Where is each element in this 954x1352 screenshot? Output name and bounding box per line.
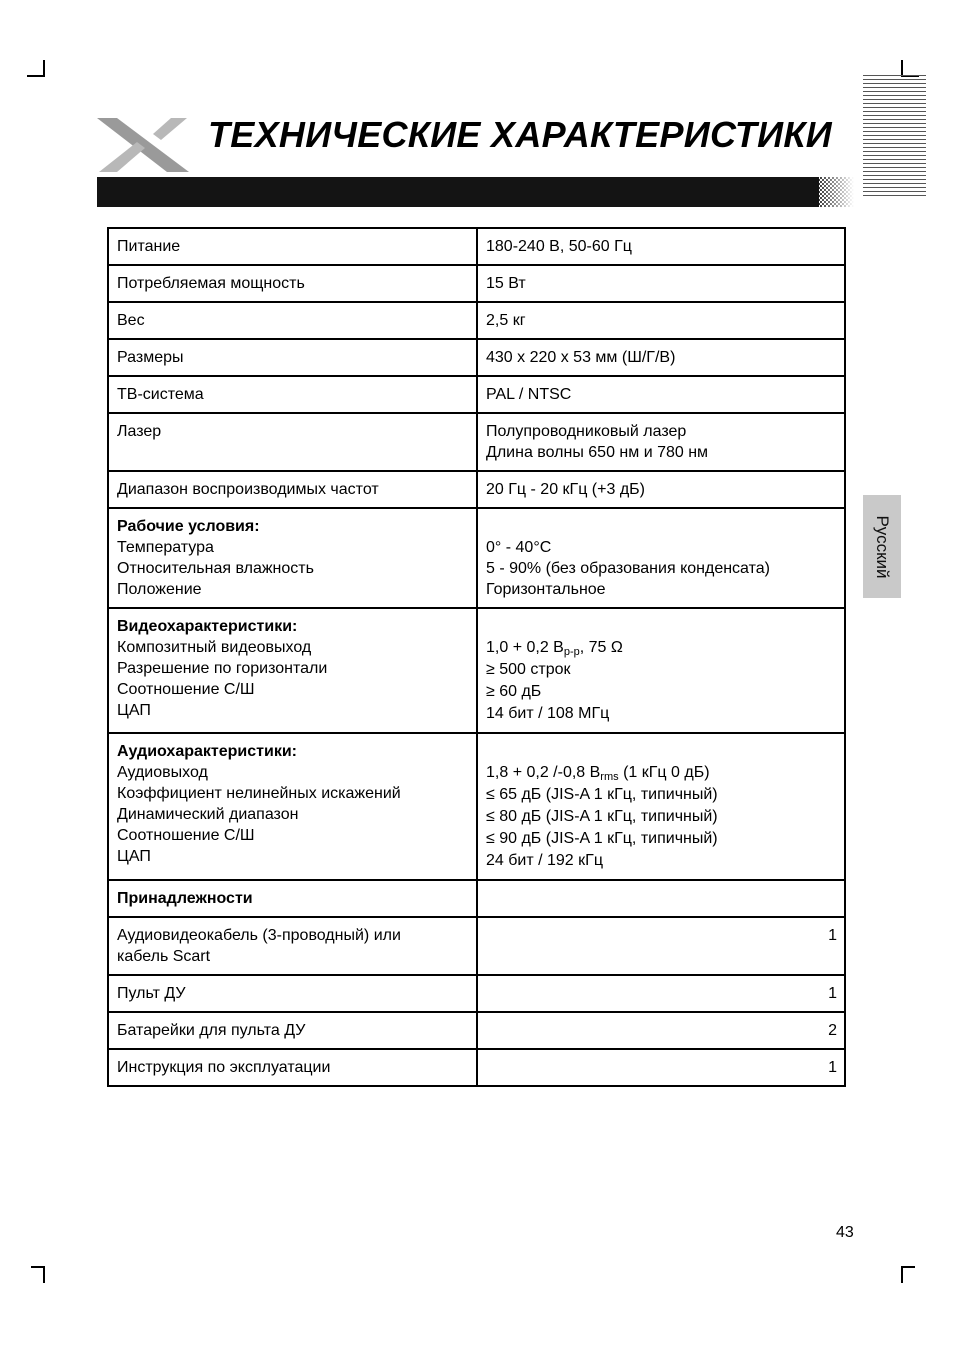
accessory-quantity: 1 (477, 975, 845, 1012)
table-row (108, 917, 845, 975)
table-row (108, 880, 845, 917)
accessory-label: Аудиовидеокабель (3-проводный) или кабель Scart (108, 917, 477, 975)
table-row (108, 1012, 845, 1049)
table-row (108, 608, 845, 733)
crop-mark-bottom-right (901, 1266, 903, 1283)
table-row (108, 302, 845, 339)
spec-label: Разрешение по горизонтали (117, 660, 328, 677)
spec-group-values (477, 608, 845, 733)
spec-value: 430 x 220 x 53 мм (Ш/Г/В) (477, 339, 845, 376)
accessory-label: Батарейки для пульта ДУ (108, 1012, 477, 1049)
spec-value: 2,5 кг (477, 302, 845, 339)
accessory-quantity: 1 (477, 1049, 845, 1086)
page-number: 43 (836, 1224, 854, 1241)
spec-value: 5 - 90% (без образования конденсата) (486, 560, 770, 577)
spec-value: 20 Гц - 20 кГц (+3 дБ) (477, 471, 845, 508)
spec-value-line: Длина волны 650 нм и 780 нм (486, 444, 709, 461)
spec-value: 14 бит / 108 МГц (486, 705, 610, 722)
spec-label: Температура (117, 539, 214, 556)
spec-label: Соотношение С/Ш (117, 827, 255, 844)
table-row (108, 265, 845, 302)
table-row (108, 975, 845, 1012)
spec-value: 15 Вт (477, 265, 845, 302)
crop-mark-bottom-right (901, 1266, 915, 1268)
spec-value: ≥ 60 дБ (486, 683, 542, 700)
language-tab-label: Русский (873, 514, 892, 579)
spec-label: Потребляемая мощность (108, 265, 477, 302)
spec-group-values (477, 508, 845, 608)
accessory-quantity: 2 (477, 1012, 845, 1049)
table-row (108, 413, 845, 471)
empty-cell (477, 880, 845, 917)
spec-label: ТВ-система (108, 376, 477, 413)
spec-group-labels (108, 608, 477, 733)
spec-value: ≤ 90 дБ (JIS-A 1 кГц, типичный) (486, 830, 718, 847)
table-row (108, 1049, 845, 1086)
spec-value: ≥ 500 строк (486, 661, 571, 678)
spec-value: 0° - 40°C (486, 539, 552, 556)
spec-label: Динамический диапазон (117, 806, 299, 823)
spec-value: PAL / NTSC (477, 376, 845, 413)
header-bar (97, 177, 819, 207)
language-tab (863, 495, 901, 598)
spec-value: 180-240 В, 50-60 Гц (477, 228, 845, 265)
decorative-stripes (863, 75, 926, 198)
spec-group-values (477, 733, 845, 880)
table-row (108, 228, 845, 265)
spec-value: 1,8 + 0,2 /-0,8 $В_{rms}$ (1 кГц 0 дБ) (486, 764, 710, 783)
spec-value: ≤ 65 дБ (JIS-A 1 кГц, типичный) (486, 786, 718, 803)
spec-label: Диапазон воспроизводимых частот (108, 471, 477, 508)
spec-label: ЦАП (117, 848, 151, 865)
spec-value: Горизонтальное (486, 581, 606, 598)
specifications-table (107, 227, 846, 1087)
accessory-label: Инструкция по эксплуатации (108, 1049, 477, 1086)
spec-value (477, 413, 845, 471)
crop-mark-bottom-left (31, 1266, 45, 1268)
page-title: ТЕХНИЧЕСКИЕ ХАРАКТЕРИСТИКИ (208, 114, 833, 155)
spec-group-labels (108, 508, 477, 608)
spec-label: Коэффициент нелинейных искажений (117, 785, 401, 802)
spec-label: Аудиовыход (117, 764, 208, 781)
table-row (108, 508, 845, 608)
spec-label: Размеры (108, 339, 477, 376)
section-heading: Видеохарактеристики: (117, 618, 298, 635)
spec-label: ЦАП (117, 702, 151, 719)
spec-label: Относительная влажность (117, 560, 314, 577)
spec-value: ≤ 80 дБ (JIS-A 1 кГц, типичный) (486, 808, 718, 825)
spec-value: 24 бит / 192 кГц (486, 852, 603, 869)
spec-label: Композитный видеовыход (117, 639, 312, 656)
accessory-label: Пульт ДУ (108, 975, 477, 1012)
crop-mark-top-left (27, 75, 45, 77)
table-row (108, 471, 845, 508)
table-row (108, 339, 845, 376)
spec-label: Соотношение С/Ш (117, 681, 255, 698)
crop-mark-bottom-left (43, 1266, 45, 1283)
accessory-quantity: 1 (477, 917, 845, 975)
section-heading: Принадлежности (108, 880, 477, 917)
brand-logo (95, 108, 195, 176)
table-row (108, 733, 845, 880)
spec-label: Лазер (108, 413, 477, 471)
section-heading: Аудиохарактеристики: (117, 743, 297, 760)
spec-group-labels (108, 733, 477, 880)
spec-label: Питание (108, 228, 477, 265)
spec-value: 1,0 + 0,2 $В_{p-p}$, 75 Ω (486, 639, 623, 658)
spec-label: Вес (108, 302, 477, 339)
spec-value-line: Полупроводниковый лазер (486, 423, 687, 440)
table-row (108, 376, 845, 413)
spec-label: Положение (117, 581, 202, 598)
header-bar-dither (812, 177, 854, 207)
section-heading: Рабочие условия: (117, 518, 260, 535)
